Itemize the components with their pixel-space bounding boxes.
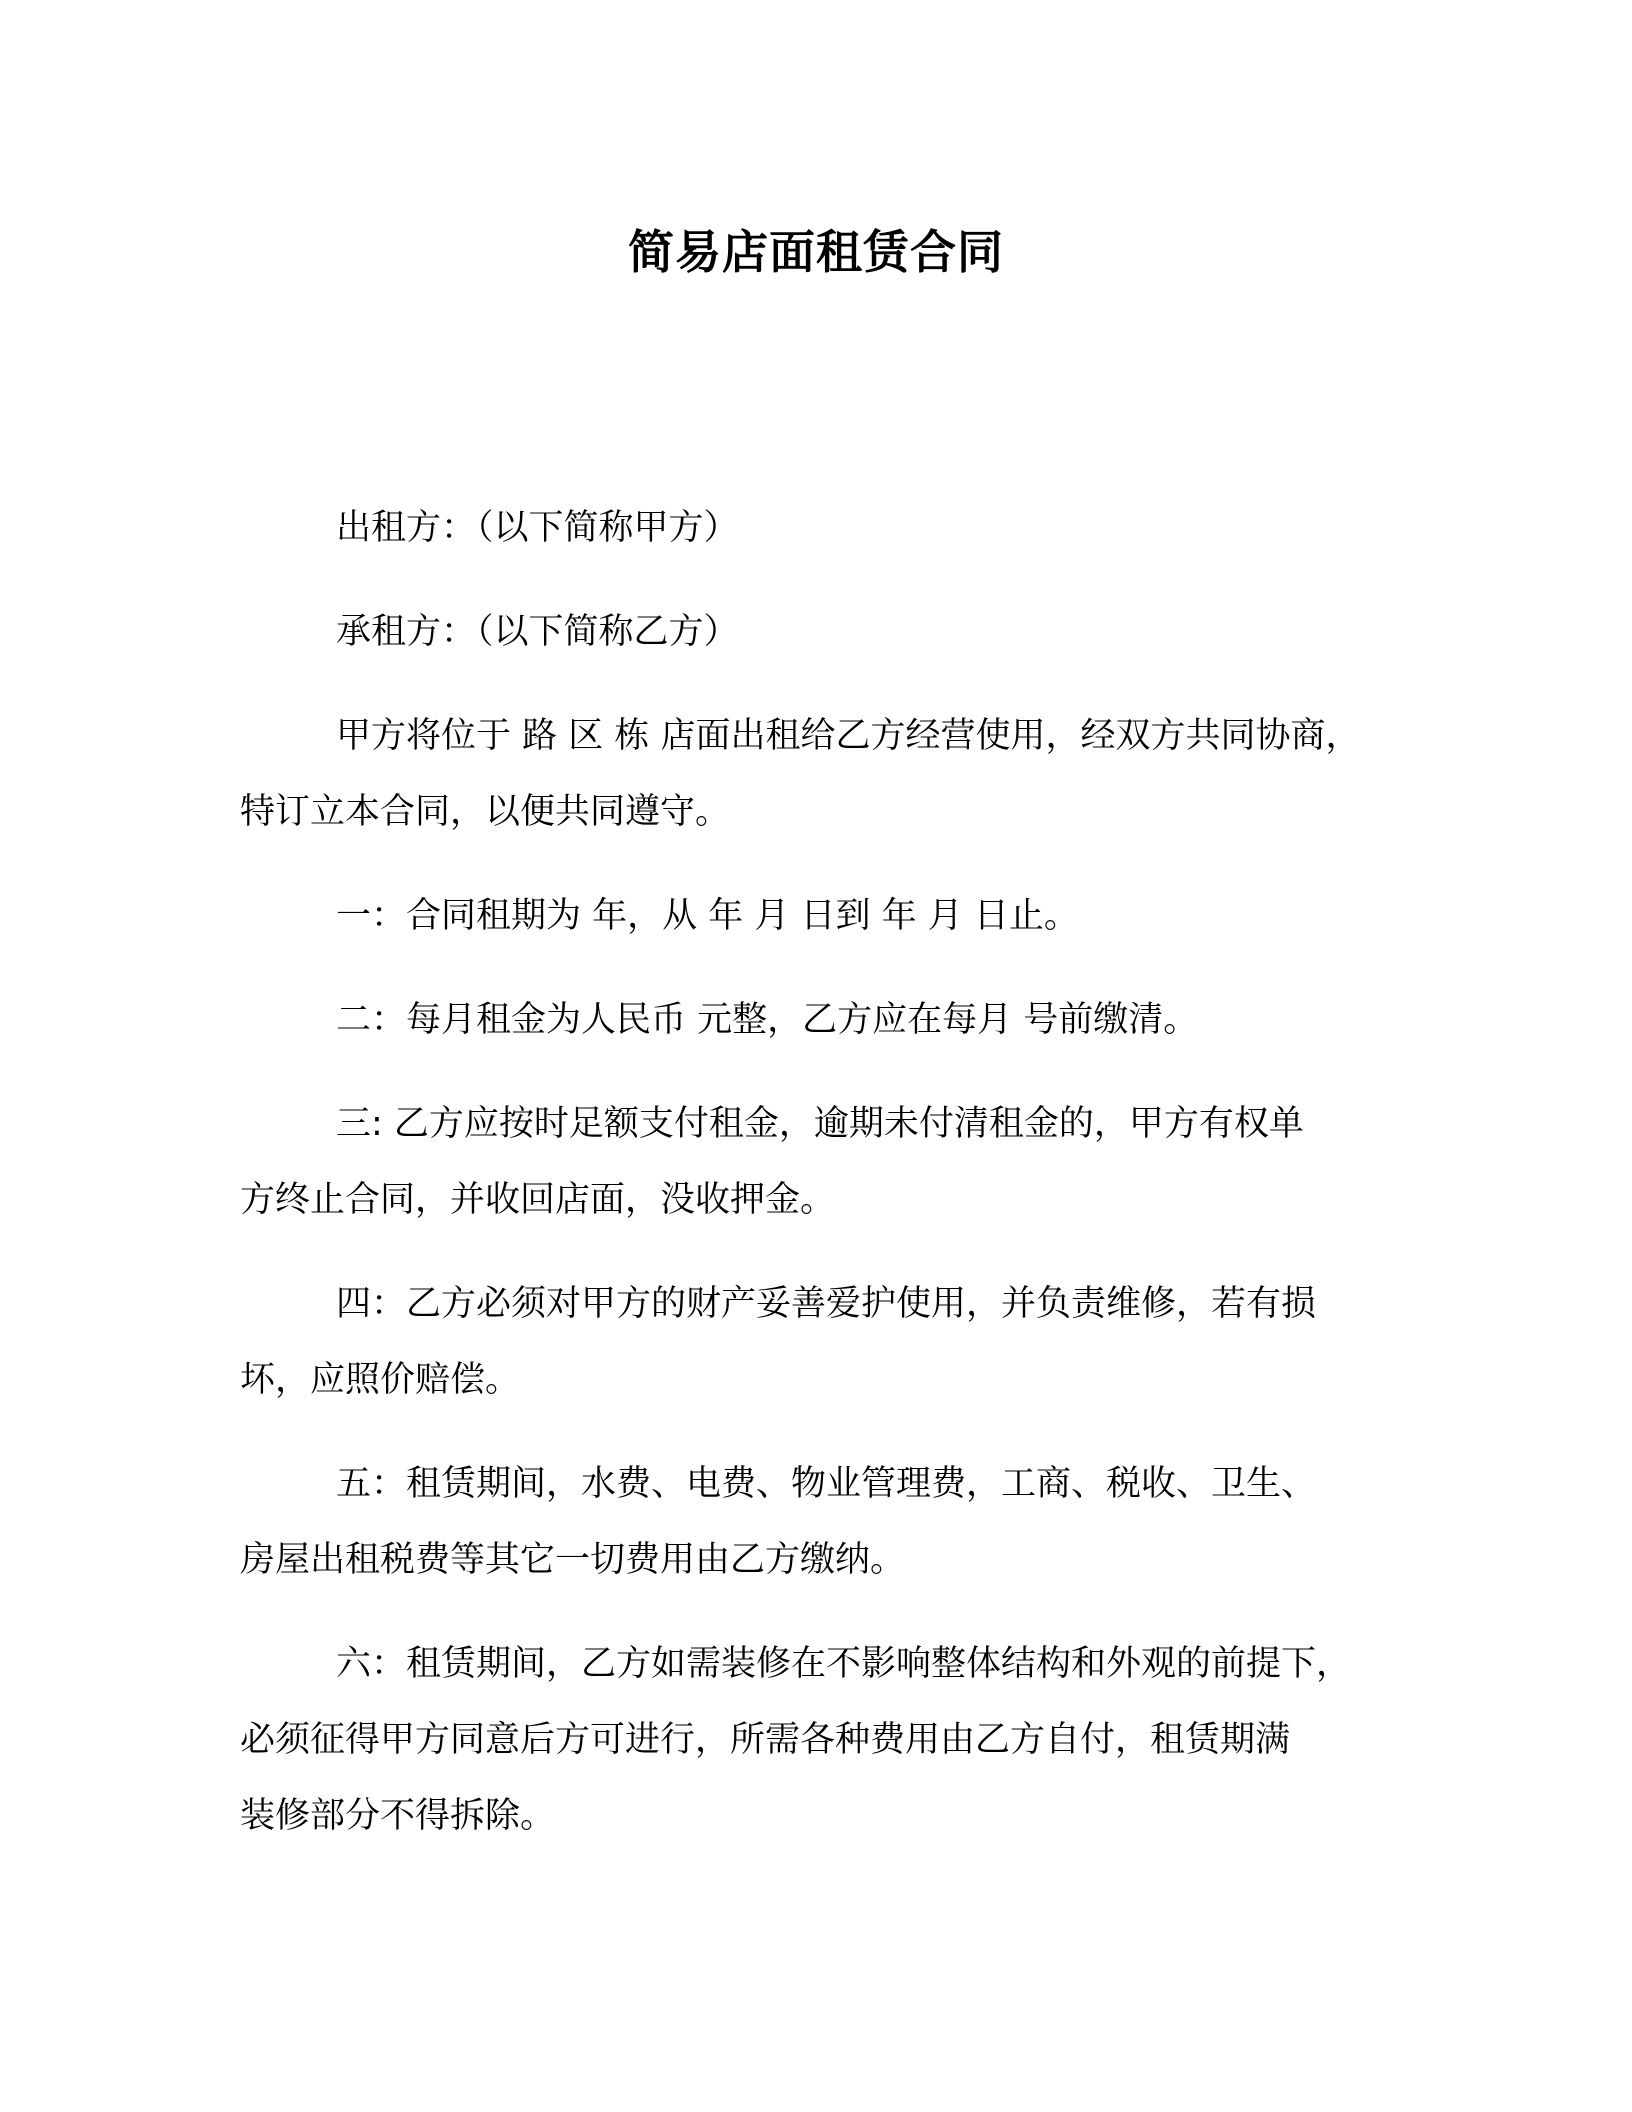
paragraph-line: 四：乙方必须对甲方的财产妥善爱护使用，并负责维修，若有损 [336, 1284, 1317, 1324]
clause-5 [240, 1446, 1400, 1598]
paragraph-line: 方终止合同，并收回店面，没收押金。 [240, 1180, 836, 1220]
clause-1 [240, 878, 1400, 954]
paragraph-lessee [240, 594, 1400, 670]
clause-2 [240, 982, 1400, 1058]
paragraph-intro [240, 698, 1400, 850]
paragraph-line: 出租方：（以下简称甲方） [336, 508, 739, 548]
paragraph-line: 二：每月租金为人民币 元整，乙方应在每月 号前缴清。 [336, 1000, 1199, 1040]
paragraph-line: 房屋出租税费等其它一切费用由乙方缴纳。 [240, 1540, 906, 1580]
paragraph-line: 装修部分不得拆除。 [240, 1796, 556, 1836]
paragraph-line: 甲方将位于 路 区 栋 店面出租给乙方经营使用，经双方共同协商， [336, 716, 1361, 756]
clause-6 [240, 1626, 1400, 1854]
paragraph-line: 坏，应照价赔偿。 [240, 1360, 521, 1400]
clause-4 [240, 1266, 1400, 1418]
paragraph-line: 一：合同租期为 年，从 年 月 日到 年 月 日止。 [336, 896, 1079, 936]
paragraph-line: 必须征得甲方同意后方可进行，所需各种费用由乙方自付，租赁期满 [240, 1720, 1291, 1760]
paragraph-line: 六：租赁期间，乙方如需装修在不影响整体结构和外观的前提下， [336, 1644, 1352, 1684]
document-title: 简易店面租赁合同 [628, 225, 1004, 279]
paragraph-line: 五：租赁期间，水费、电费、物业管理费，工商、税收、卫生、 [336, 1464, 1317, 1504]
paragraph-lessor [240, 490, 1400, 566]
paragraph-line: 承租方：（以下简称乙方） [336, 612, 739, 652]
paragraph-line: 特订立本合同，以便共同遵守。 [240, 792, 731, 832]
clause-3 [240, 1086, 1400, 1238]
paragraph-line: 三: 乙方应按时足额支付租金，逾期未付清租金的，甲方有权单 [336, 1104, 1304, 1144]
